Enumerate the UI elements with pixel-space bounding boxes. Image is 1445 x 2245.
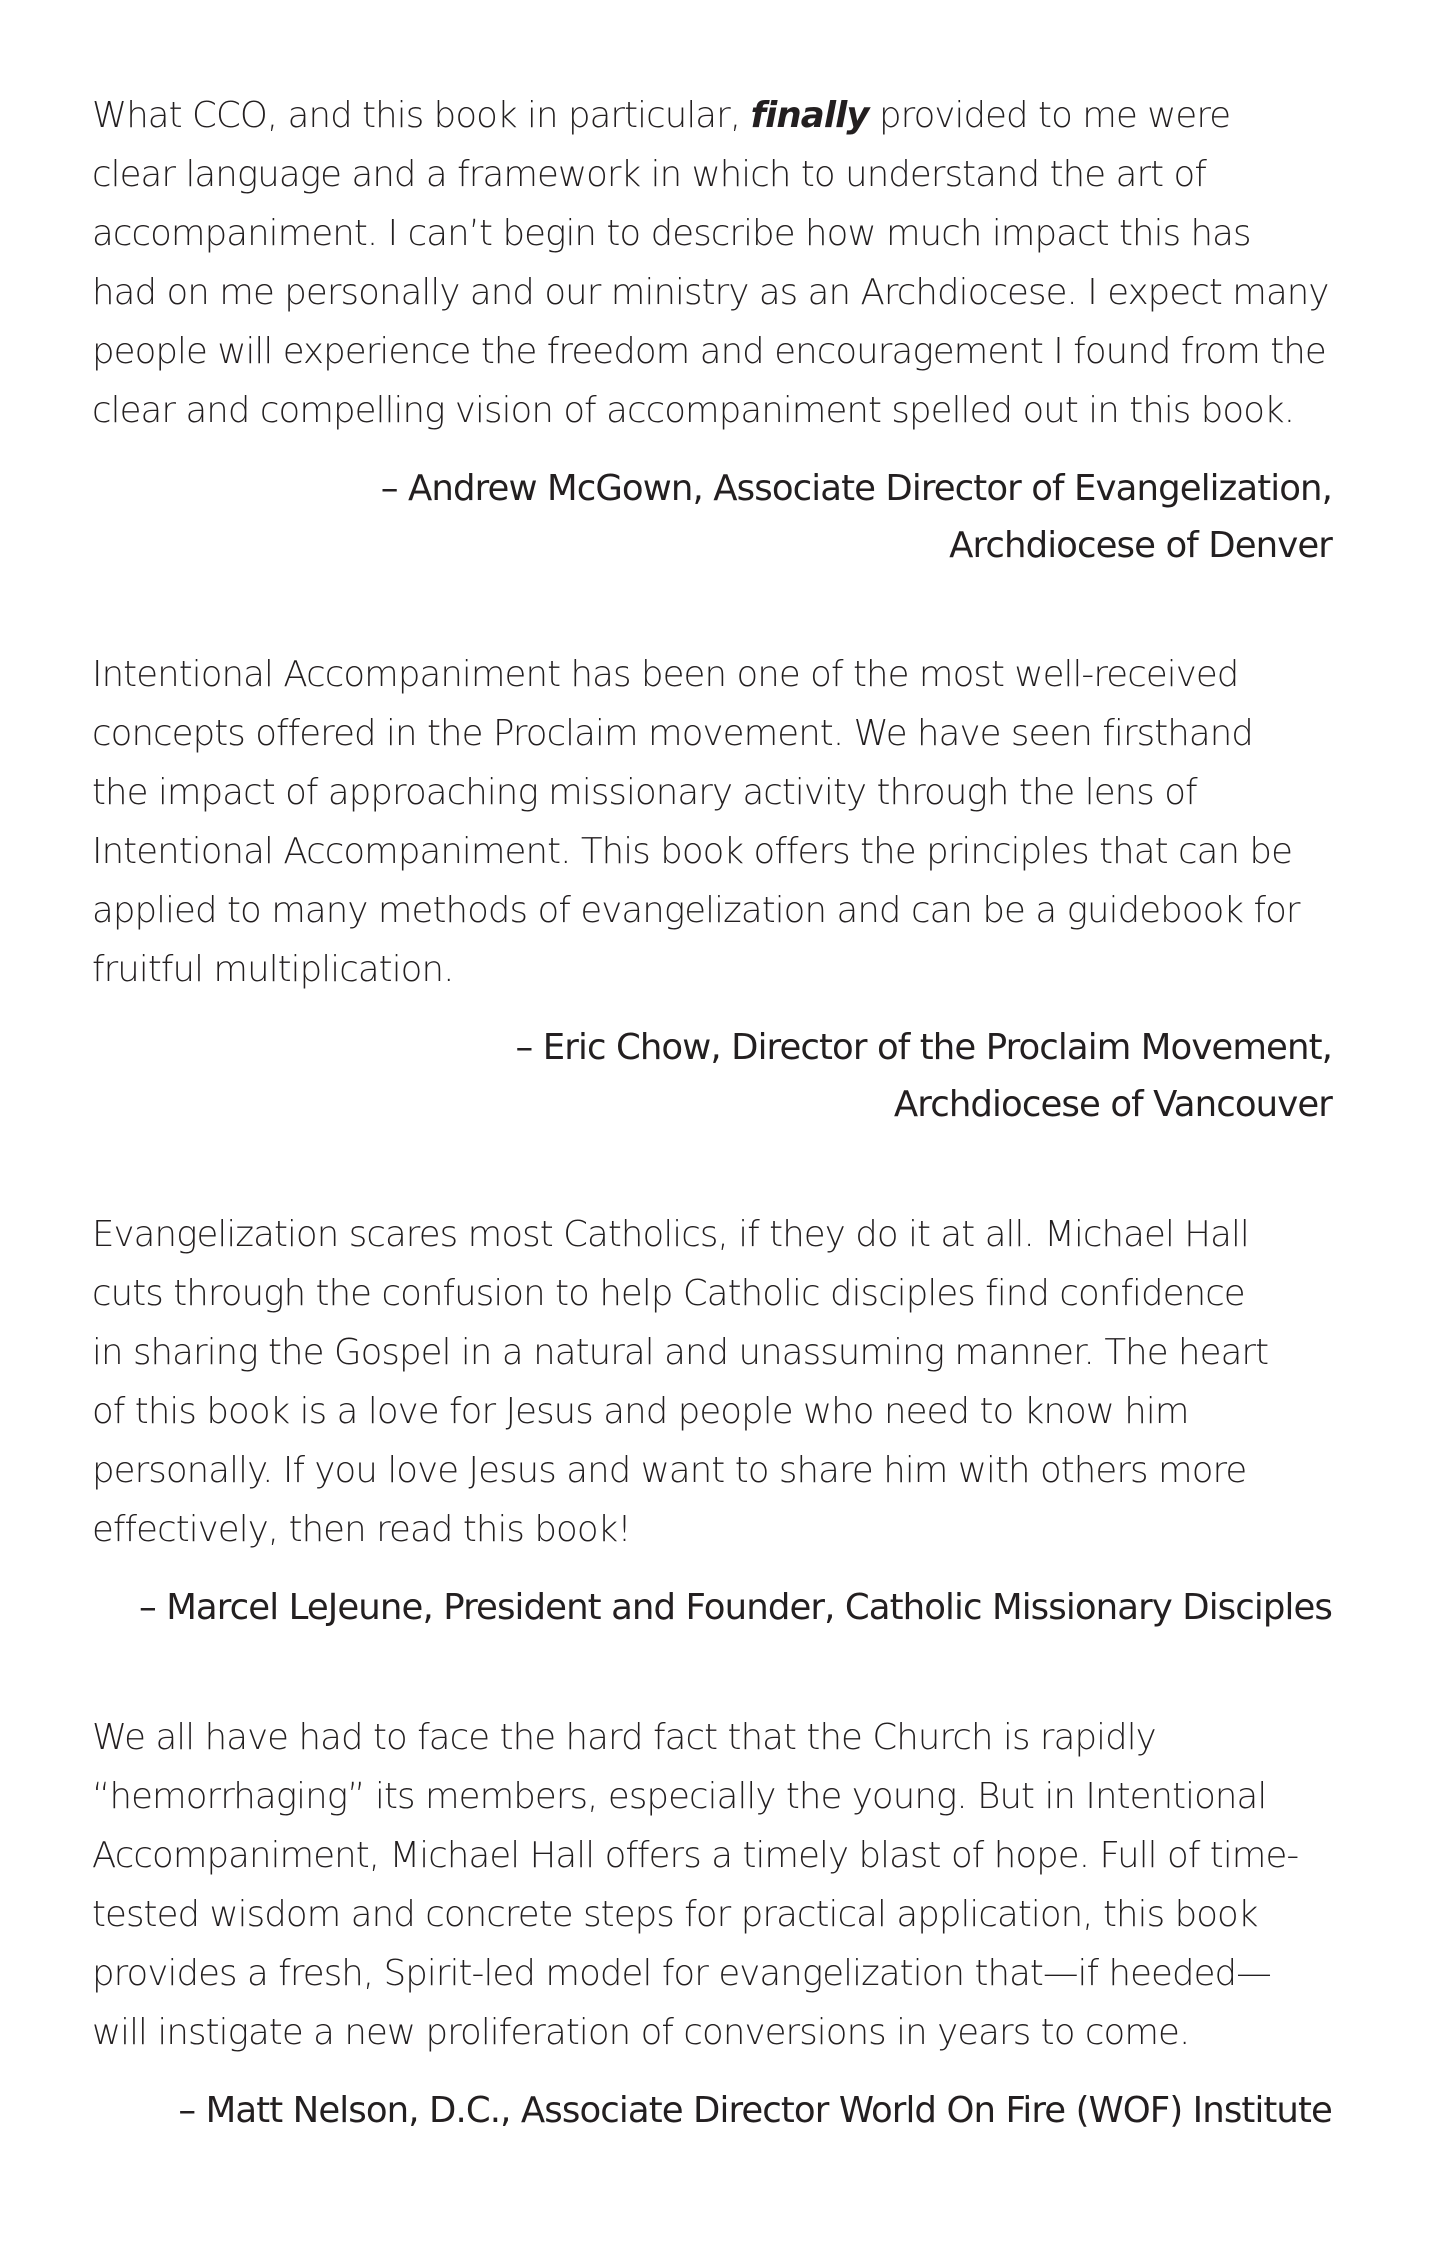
- endorsement-attribution: – Marcel LeJeune, President and Founder, Catholic Missionary Disciples: [138, 1587, 1332, 1628]
- endorsement-text: [92, 645, 1332, 999]
- endorsement-text: [92, 86, 1332, 440]
- emphasis-finally: finally: [750, 95, 869, 136]
- endorsement-line: tested wisdom and concrete steps for practical application, this book: [92, 1894, 1258, 1935]
- endorsement-attribution: Archdiocese of Denver: [949, 525, 1332, 566]
- endorsement-andrew-mcgown: [92, 86, 1332, 574]
- endorsement-line: fruitful multiplication.: [92, 949, 454, 990]
- endorsement-line: will instigate a new proliferation of conversions in years to come.: [92, 2012, 1190, 2053]
- endorsement-text: [92, 1205, 1332, 1559]
- endorsement-marcel-lejeune: [92, 1205, 1332, 1636]
- endorsement-attribution: – Eric Chow, Director of the Proclaim Movement,: [515, 1027, 1332, 1068]
- endorsement-text: [92, 1708, 1332, 2062]
- endorsement-line: clear and compelling vision of accompaniment spelled out in this book.: [92, 390, 1295, 431]
- endorsement-line: Evangelization scares most Catholics, if they do it at all. Michael Hall: [92, 1214, 1249, 1255]
- endorsement-line: concepts offered in the Proclaim movement. We have seen firsthand: [92, 713, 1253, 754]
- endorsement-line: Intentional Accompaniment. This book offers the principles that can be: [92, 831, 1293, 872]
- endorsement-attribution: – Matt Nelson, D.C., Associate Director World On Fire (WOF) Institute: [178, 2090, 1332, 2131]
- endorsement-line: in sharing the Gospel in a natural and unassuming manner. The heart: [92, 1332, 1269, 1373]
- endorsement-line: personally. If you love Jesus and want to share him with others more: [92, 1450, 1247, 1491]
- endorsement-line: clear language and a framework in which to understand the art of: [92, 154, 1206, 195]
- endorsement-line: “hemorrhaging” its members, especially the young. But in Intentional: [92, 1776, 1267, 1817]
- endorsement-line: Intentional Accompaniment has been one of the most well-received: [92, 654, 1239, 695]
- endorsement-line: accompaniment. I can’t begin to describe how much impact this has: [92, 213, 1251, 254]
- endorsement-line: the impact of approaching missionary activity through the lens of: [92, 772, 1197, 813]
- endorsement-eric-chow: [92, 645, 1332, 1133]
- endorsement-line: What CCO, and this book in particular, finally provided to me were: [92, 95, 1231, 136]
- endorsement-line: of this book is a love for Jesus and people who need to know him: [92, 1391, 1189, 1432]
- endorsement-matt-nelson: [92, 1708, 1332, 2139]
- endorsement-attribution: Archdiocese of Vancouver: [893, 1084, 1332, 1125]
- endorsement-line: people will experience the freedom and encouragement I found from the: [92, 331, 1326, 372]
- endorsement-line: We all have had to face the hard fact that the Church is rapidly: [92, 1717, 1156, 1758]
- endorsement-line: had on me personally and our ministry as an Archdiocese. I expect many: [92, 272, 1329, 313]
- endorsement-attribution: – Andrew McGown, Associate Director of Evangelization,: [380, 468, 1332, 509]
- endorsement-line: provides a fresh, Spirit-led model for evangelization that—if heeded—: [92, 1953, 1271, 1994]
- endorsement-line: Accompaniment, Michael Hall offers a timely blast of hope. Full of time-: [92, 1835, 1299, 1876]
- endorsement-line: applied to many methods of evangelization and can be a guidebook for: [92, 890, 1300, 931]
- endorsement-line: effectively, then read this book!: [92, 1509, 631, 1550]
- endorsement-line: cuts through the confusion to help Catholic disciples find confidence: [92, 1273, 1245, 1314]
